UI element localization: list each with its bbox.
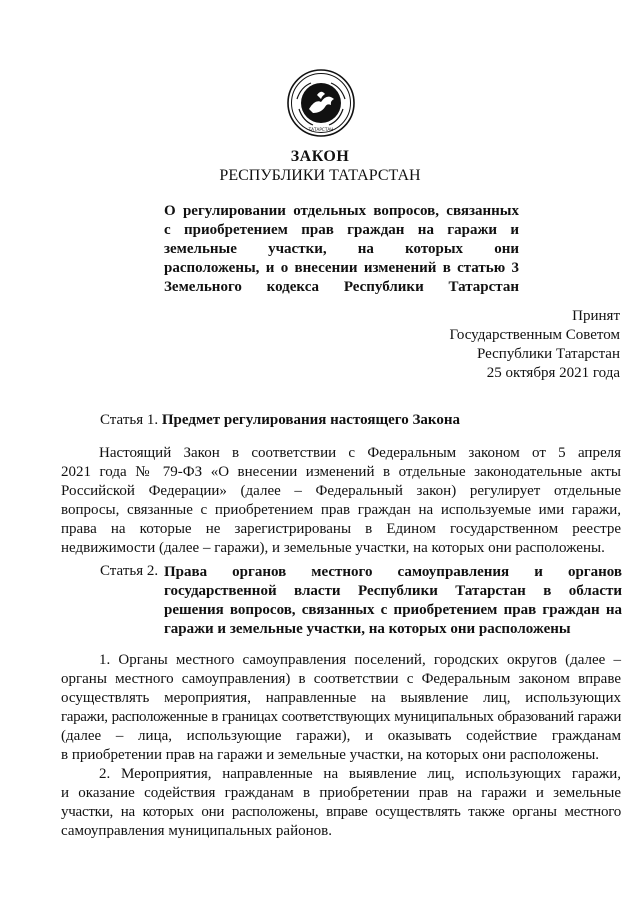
paragraph-line: 2021 года № 79-ФЗ «О внесении изменений в отдельные законодательные акты — [61, 464, 621, 480]
paragraph-line: в приобретении прав на гаражи и земельные участки, на которых они расположены. — [61, 747, 600, 763]
article2-title-line: государственной власти Республики Татарстан в области — [164, 583, 622, 599]
article1-label: Статья 1. — [100, 412, 159, 428]
paragraph-line: вопросы, связанные с приобретением прав граждан на используемые ими гаражи, — [61, 502, 621, 518]
subject-line: с приобретением прав граждан на гаражи и — [164, 222, 519, 238]
article2-title-line: решения вопросов, связанных с приобретением прав граждан на — [164, 602, 622, 618]
paragraph-line: органы местного самоуправления) в соответствии с Федеральным законом вправе — [61, 671, 621, 687]
article1-heading — [100, 412, 460, 429]
subject-line: О регулировании отдельных вопросов, связанных — [164, 203, 519, 219]
paragraph-line: самоуправления муниципальных районов. — [61, 823, 332, 839]
adoption-date: 25 октября 2021 года — [486, 365, 620, 381]
paragraph-line: (далее – лица, использующие гаражи), и оказывать содействие гражданам — [61, 728, 621, 744]
law-subtitle: РЕСПУБЛИКИ ТАТАРСТАН — [219, 167, 421, 184]
adoption-line: Принят — [572, 308, 620, 324]
adoption-line: Республики Татарстан — [476, 346, 620, 362]
paragraph-line: недвижимости (далее – гаражи), и земельные участки, на которых они расположены. — [61, 540, 605, 556]
article2-label: Статья 2. — [100, 563, 159, 579]
law-title: ЗАКОН — [290, 148, 350, 165]
article2-title-line: Права органов местного самоуправления и органов — [164, 564, 622, 580]
paragraph-line: гаражи, расположенные в границах соответствующих муниципальных образований гаражи — [61, 709, 621, 725]
subject-line: расположены, и о внесении изменений в статью 3 — [164, 260, 519, 276]
article2-paragraph-1 — [61, 651, 621, 765]
adoption-block — [450, 307, 621, 383]
paragraph-line: и оказание содействия гражданам в приобретении прав на гаражи и земельные — [61, 785, 621, 801]
paragraph-line: права на которые не зарегистрированы в Едином государственном реестре — [61, 521, 621, 537]
paragraph-line: участки, на которых они расположены, вправе осуществлять также органы местного — [61, 804, 621, 820]
paragraph-line: осуществлять мероприятия, направленные на выявление лиц, использующих — [61, 690, 621, 706]
svg-text:ТАТАРСТАН: ТАТАРСТАН — [308, 127, 334, 132]
coat-of-arms-emblem — [287, 69, 355, 137]
article2-title-line: гаражи и земельные участки, на которых они расположены — [164, 621, 571, 637]
paragraph-line: 1. Органы местного самоуправления поселений, городских округов (далее – — [99, 652, 621, 668]
paragraph-line: 2. Мероприятия, направленные на выявление лиц, использующих гаражи, — [99, 766, 621, 782]
subject-line: земельные участки, на которых они — [164, 241, 519, 257]
article1-title: Предмет регулирования настоящего Закона — [161, 412, 460, 428]
article1-paragraph — [61, 444, 621, 558]
article2-title — [164, 563, 622, 639]
law-subject — [164, 202, 519, 297]
paragraph-line: Настоящий Закон в соответствии с Федеральным законом от 5 апреля — [99, 445, 621, 461]
article2-paragraph-2 — [61, 765, 621, 841]
paragraph-line: Российской Федерации» (далее – Федеральный закон) регулирует отдельные — [61, 483, 621, 499]
subject-line: Земельного кодекса Республики Татарстан — [164, 279, 519, 295]
adoption-line: Государственным Советом — [449, 327, 620, 343]
